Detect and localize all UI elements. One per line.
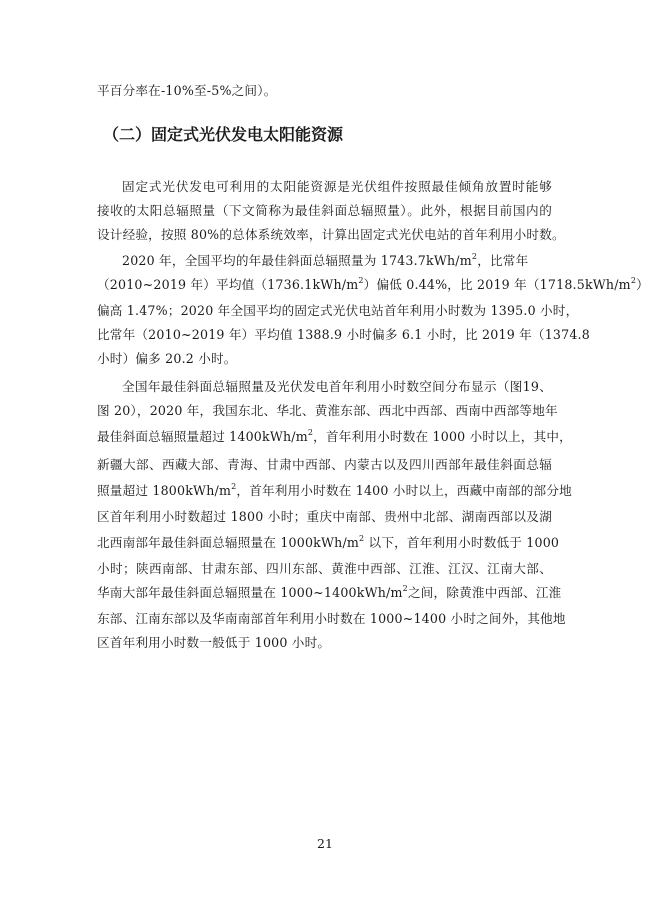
text-line: 设计经验，按照 80%的总体系统效率，计算出固定式光伏电站的首年利用小时数。 (97, 227, 565, 242)
text-line: 区首年利用小时数一般低于 1000 小时。 (97, 635, 331, 650)
superscript: 2 (359, 533, 365, 543)
text-segment: 华南大部年最佳斜面总辐照量在 1000~1400kWh/m (97, 585, 403, 600)
text-line (97, 534, 559, 552)
superscript: 2 (358, 275, 364, 285)
text-line: 小时；陕西南部、甘肃东部、四川东部、黄淮中西部、江淮、江汉、江南大部、 (97, 561, 552, 576)
text-segment: ，首年利用小时数在 1400 小时以上，西藏中南部的部分地 (236, 483, 572, 498)
text-line: 比常年（2010~2019 年）平均值 1388.9 小时偏多 6.1 小时，比 2019 年（1374.8 (97, 327, 590, 342)
text-line (97, 482, 572, 500)
text-segment: 照量超过 1800kWh/m (97, 483, 232, 498)
superscript: 2 (231, 481, 237, 491)
text-segment: （2010~2019 年）平均值（1736.1kWh/m (97, 277, 359, 292)
text-line: 偏高 1.47%；2020 年全国平均的固定式光伏电站首年利用小时数为 1395.0 小时， (97, 303, 579, 318)
text-line: 小时）偏多 20.2 小时。 (97, 351, 237, 366)
superscript: 2 (307, 427, 314, 437)
text-line: 固定式光伏发电可利用的太阳能资源是光伏组件按照最佳倾角放置时能够 (122, 179, 552, 194)
text-line (122, 252, 552, 270)
superscript: 2 (402, 583, 408, 593)
text-line: 新疆大部、西藏大部、青海、甘肃中西部、内蒙古以及四川西部年最佳斜面总辐 (97, 457, 552, 472)
text-line (97, 584, 561, 602)
text-segment: ） (636, 277, 649, 292)
text-segment: ，比常年 (477, 253, 529, 268)
text-segment: 北西南部年最佳斜面总辐照量在 1000kWh/m (97, 535, 360, 550)
page-number: 21 (317, 836, 333, 851)
superscript: 2 (630, 275, 637, 285)
text-segment: 最佳斜面总辐照量超过 1400kWh/m (97, 429, 308, 444)
text-line: 接收的太阳总辐照量（下文简称为最佳斜面总辐照量）。此外，根据目前国内的 (97, 203, 552, 218)
text-line: 平百分率在-10%至-5%之间）。 (97, 83, 277, 98)
text-segment: 以下，首年利用小时数低于 1000 (364, 535, 560, 550)
text-line: 全国年最佳斜面总辐照量及光伏发电首年利用小时数空间分布显示（图19、 (122, 379, 552, 394)
text-line: 东部、江南东部以及华南南部首年利用小时数在 1000~1400 小时之间外，其他地 (97, 611, 566, 626)
text-line (97, 428, 572, 446)
section-heading: （二）固定式光伏发电太阳能资源 (103, 125, 344, 144)
text-segment: 之间，除黄淮中西部、江淮 (407, 585, 562, 600)
text-segment: ，首年利用小时数在 1000 小时以上，其中， (313, 429, 572, 444)
text-line: 图 20），2020 年，我国东北、华北、黄淮东部、西北中西部、西南中西部等地年 (97, 403, 558, 418)
text-line (97, 276, 649, 294)
text-line: 区首年利用小时数超过 1800 小时；重庆中南部、贵州中北部、湖南西部以及湖 (97, 509, 552, 524)
superscript: 2 (471, 251, 478, 261)
text-segment: 2020 年，全国平均的年最佳斜面总辐照量为 1743.7kWh/m (122, 253, 472, 268)
text-segment: ）偏低 0.44%，比 2019 年（1718.5kWh/m (363, 277, 631, 292)
